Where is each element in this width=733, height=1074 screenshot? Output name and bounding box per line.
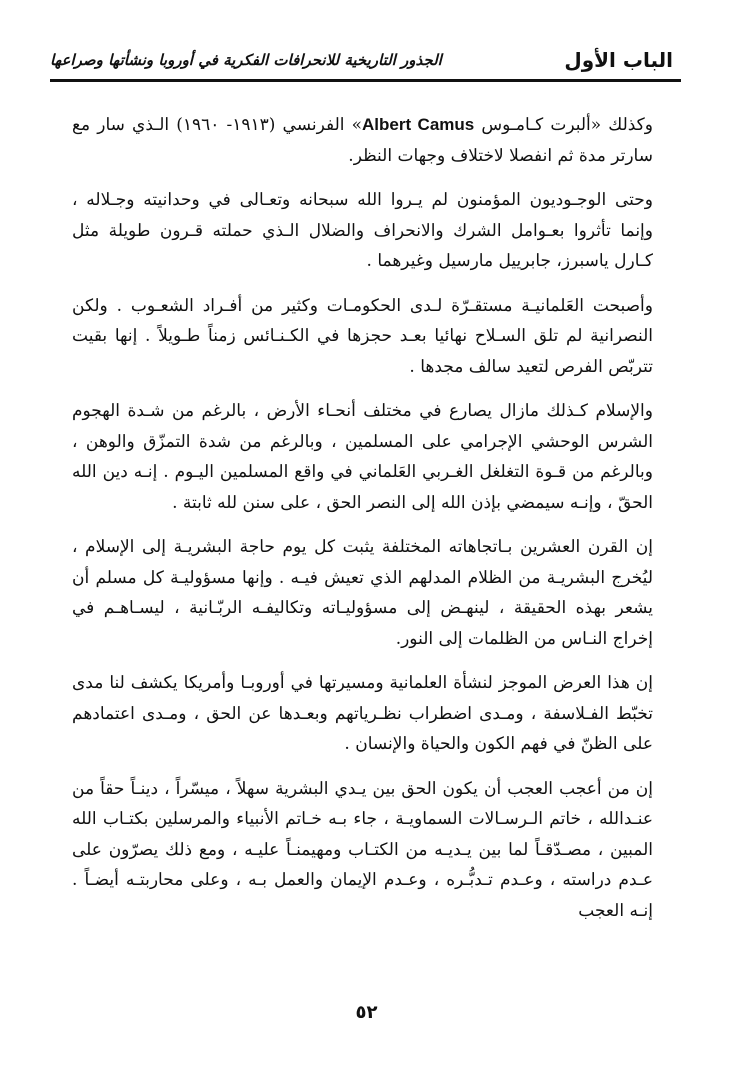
paragraph: والإسلام كـذلك مازال يصارع في مختلف أنحـاء الأرض ، بالرغم من شـدة الهجوم الشرس الوحشي الإجرامي على المسلمين ، وبالرغم من شدة التمزّق والوهن ، وبالرغم من قـوة التغلغل الغـربي العَلماني في واقع المسلمين اليـوم . إنـه دين الله الحقّ ، وإنـه سيمضي بإذن الله إلى النصر الحق ، على سنن لله ثابتة . [72, 401, 653, 513]
header-divider [50, 79, 681, 82]
paragraph: وأصبحت العَلمانيـة مستقـرّة لـدى الحكومـات وكثير من أفـراد الشعـوب . ولكن النصرانية لم تلق السـلاح نهائيا بعـد حجزها في الكـنـائس زمناً طـويلاً . إنها بقيت تتربّص الفرص لتعيد سالف مجدها . [72, 295, 653, 377]
paragraph: وحتى الوجـوديون المؤمنون لم يـروا الله سبحانه وتعـالى في وحدانيته وجـلاله ، وإنما تأثروا بعـوامل الشرك والانحراف والضلال الـذي حملته قـرون طويلة مثل كـارل ياسبرز، جابرييل مارسيل وغيرهما . [72, 190, 653, 271]
running-title: الجذور التاريخية للانحرافات الفكرية في أوروبا ونشأتها وصراعها [50, 51, 442, 69]
paragraph-text: » الفرنسي (١٩١٣- ١٩٦٠) الـذي سار مع سارتر مدة ثم انفصلا لاختلاف وجهات النظر. [72, 115, 653, 166]
chapter-title: الباب الأول [564, 48, 673, 72]
paragraph: إن القرن العشرين بـاتجاهاته المختلفة يثبت كل يوم حاجة البشريـة إلى الإسلام ، ليُخرج البشريـة من الظلام المدلهم الذي تعيش فيـه . وإنها مسؤوليـة كل مسلم أن يشعر بهذه الحقيقة ، لينهـض إلى مسؤوليـاته وتكاليفـه الربّـانية ، ليسـاهـم في إخراج النـاس من الظلمات إلى النور. [72, 537, 653, 649]
paragraph [72, 110, 653, 171]
paragraph-text: وكذلك «ألبرت كـامـوس [474, 115, 653, 135]
page-header [50, 46, 681, 80]
page-number: ٥٢ [355, 1002, 378, 1023]
body-text [72, 110, 653, 940]
paragraph: إن هذا العرض الموجز لنشأة العلمانية ومسيرتها في أوروبـا وأمريكا يكشف لنا مدى تخبّط الفـلاسفة ، ومـدى اضطراب نظـرياتهم وبعـدها عن الحق ، ومـدى اعتمادهم على الظنّ في فهم الكون والحياة والإنسان . [72, 673, 653, 754]
latin-name: Albert Camus [362, 115, 475, 134]
paragraph: إن من أعجب العجب أن يكون الحق بين يـدي البشرية سهلاً ، ميسّراً ، دينـاً حقاً من عنـدالله ، خاتم الـرسـالات السماويـة ، جاء بـه خـاتم الأنبياء والمرسلين بكتـاب الله المبين ، مصـدّقـاً لما بين يـديـه من الكتـاب ومهيمنـاً عليـه ، ومع ذلك يصرّون على عـدم دراسته ، وعـدم تـدبُّـره ، وعـدم الإيمان والعمل بـه ، وعلى محاربتـه أيضـاً . إنـه العجب [72, 778, 653, 921]
